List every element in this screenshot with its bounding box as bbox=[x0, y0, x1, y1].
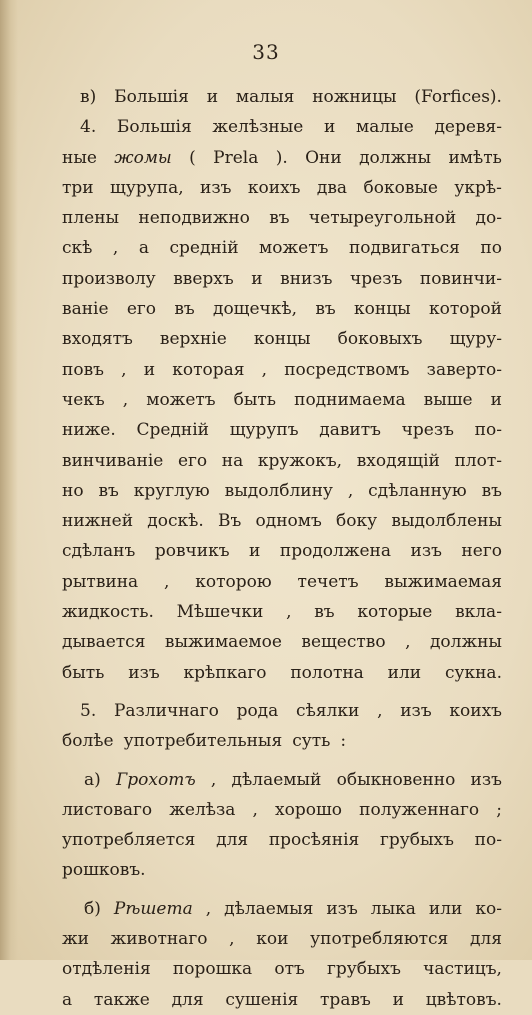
text-word: отъ bbox=[274, 959, 305, 980]
text-line bbox=[62, 385, 502, 415]
text-word: боку bbox=[336, 511, 378, 532]
text-word: лыка bbox=[370, 898, 416, 919]
text-word: повъ bbox=[62, 359, 104, 380]
text-word: и bbox=[206, 87, 219, 107]
text-word: изъ bbox=[200, 177, 232, 198]
text-word: ровчикъ bbox=[154, 541, 230, 562]
text-word: суть bbox=[292, 731, 331, 752]
text-word: Мѣшечки bbox=[176, 602, 264, 623]
text-word: выше bbox=[423, 389, 473, 410]
text-word: а bbox=[62, 989, 73, 1010]
text-word: сушенія bbox=[225, 989, 299, 1010]
text-word: быть bbox=[62, 662, 105, 683]
text-word: отдѣленія bbox=[62, 959, 151, 980]
text-word: порошка bbox=[172, 959, 253, 980]
text-word: животнаго bbox=[110, 929, 208, 950]
text-word: , bbox=[405, 632, 411, 653]
text-word: можетъ bbox=[146, 389, 216, 410]
text-line bbox=[62, 233, 502, 263]
text-line bbox=[62, 985, 502, 1015]
text-word: Большія bbox=[114, 87, 189, 107]
text-word: (Forfices). bbox=[414, 87, 502, 107]
text-line bbox=[62, 355, 502, 385]
text-word: крѣпкаго bbox=[183, 662, 267, 683]
text-word: подвигаться bbox=[348, 238, 460, 259]
text-word: Большія bbox=[116, 117, 192, 138]
text-word: употребляется bbox=[62, 830, 196, 851]
text-word: Въ bbox=[217, 511, 242, 532]
text-word: малыя bbox=[235, 87, 295, 107]
text-word: концы bbox=[354, 299, 411, 320]
text-word: въ bbox=[481, 480, 502, 501]
text-word: неподвижно bbox=[138, 208, 250, 229]
text-word: боковыхъ bbox=[337, 329, 423, 350]
text-word: ножницы bbox=[312, 87, 397, 107]
text-word: и bbox=[392, 989, 404, 1010]
text-word: ( bbox=[189, 147, 196, 168]
text-word: и bbox=[251, 268, 263, 289]
text-word: входятъ bbox=[62, 329, 133, 350]
text-word: изъ bbox=[128, 662, 160, 683]
text-line bbox=[62, 765, 502, 795]
text-word: , bbox=[347, 480, 354, 501]
text-word: въ bbox=[315, 299, 336, 320]
text-word: которою bbox=[195, 571, 272, 592]
text-line bbox=[62, 294, 502, 324]
text-word: которая bbox=[172, 359, 245, 380]
text-word: рода bbox=[236, 700, 279, 721]
text-word: выжимаемая bbox=[384, 571, 502, 592]
text-word: внизъ bbox=[280, 268, 333, 289]
text-word: чрезъ bbox=[350, 268, 403, 289]
text-word: дѣлаемыя bbox=[224, 898, 314, 919]
text-word: , bbox=[377, 700, 383, 721]
text-line bbox=[62, 143, 502, 173]
text-line bbox=[62, 112, 502, 142]
text-word: Они bbox=[305, 147, 342, 168]
text-word: и bbox=[324, 117, 336, 138]
text-word: входящій bbox=[356, 450, 440, 471]
text-word: изъ bbox=[470, 769, 502, 790]
text-line bbox=[62, 82, 502, 112]
text-word: изъ bbox=[326, 898, 358, 919]
text-word: течетъ bbox=[297, 571, 359, 592]
text-word: жомы bbox=[114, 147, 172, 168]
text-word: употребляются bbox=[310, 929, 449, 950]
text-word: винчиваніе bbox=[62, 450, 164, 471]
text-word: плот- bbox=[454, 450, 502, 471]
text-word: сдѣланъ bbox=[62, 541, 136, 562]
text-word: и bbox=[249, 541, 261, 562]
text-word: давитъ bbox=[319, 420, 381, 441]
text-word: которой bbox=[428, 299, 502, 320]
text-word: ниже. bbox=[62, 420, 116, 441]
text-word: изъ bbox=[410, 541, 442, 562]
text-line bbox=[62, 954, 502, 984]
text-word: выдолблину bbox=[224, 480, 333, 501]
text-word: 5. bbox=[80, 700, 97, 721]
text-word: повинчи- bbox=[419, 268, 502, 289]
text-line bbox=[62, 476, 502, 506]
text-word: желѣзные bbox=[212, 117, 304, 138]
text-line bbox=[62, 726, 502, 756]
text-line bbox=[62, 825, 502, 855]
text-word: поднимаема bbox=[294, 389, 406, 410]
text-word: рошковъ. bbox=[62, 860, 146, 881]
page-body-text bbox=[62, 82, 502, 1015]
text-word: или bbox=[387, 662, 422, 683]
text-word: ваніе bbox=[62, 299, 109, 320]
text-word: его bbox=[177, 450, 208, 471]
text-word: болѣе bbox=[62, 731, 114, 752]
text-word: , bbox=[286, 602, 292, 623]
text-word: вещество bbox=[301, 632, 386, 653]
text-word: просѣянія bbox=[268, 830, 360, 851]
text-line bbox=[62, 795, 502, 825]
text-word: малые bbox=[356, 117, 414, 138]
text-word: : bbox=[340, 731, 347, 752]
text-word: но bbox=[62, 480, 84, 501]
text-word: , bbox=[121, 359, 127, 380]
text-line bbox=[62, 173, 502, 203]
text-word: въ bbox=[314, 602, 335, 623]
text-word: грубыхъ bbox=[379, 830, 454, 851]
text-line bbox=[62, 567, 502, 597]
text-line bbox=[62, 894, 502, 924]
text-word: въ bbox=[269, 208, 290, 229]
text-line bbox=[62, 506, 502, 536]
text-word: в) bbox=[80, 87, 97, 107]
text-word: а) bbox=[84, 769, 101, 790]
text-word: Средній bbox=[136, 420, 209, 441]
text-word: дѣлаемый bbox=[231, 769, 322, 790]
paragraph-gap bbox=[62, 688, 502, 696]
text-word: , bbox=[164, 571, 170, 592]
text-word: доскѣ. bbox=[147, 511, 204, 532]
text-word: имѣть bbox=[448, 147, 502, 168]
text-word: полуженнаго bbox=[359, 799, 480, 820]
text-word: Различнаго bbox=[113, 700, 219, 721]
text-word: жидкость. bbox=[62, 602, 154, 623]
text-word: Грохотъ bbox=[116, 769, 196, 790]
text-word: также bbox=[93, 989, 150, 1010]
text-word: по- bbox=[474, 420, 502, 441]
text-word: коихъ bbox=[247, 177, 301, 198]
text-word: верхніе bbox=[159, 329, 227, 350]
text-line bbox=[62, 203, 502, 233]
text-word: вверхъ bbox=[173, 268, 234, 289]
text-word: рытвина bbox=[62, 571, 139, 592]
text-word: или bbox=[428, 898, 463, 919]
text-word: сѣялки bbox=[296, 700, 360, 721]
text-line bbox=[62, 855, 502, 885]
text-word: травъ bbox=[320, 989, 371, 1010]
text-word: выдолблены bbox=[391, 511, 502, 532]
text-word: изъ bbox=[400, 700, 432, 721]
text-word: дывается bbox=[62, 632, 146, 653]
text-word: а bbox=[138, 238, 149, 259]
text-word: средній bbox=[169, 238, 239, 259]
text-line bbox=[62, 415, 502, 445]
page-gutter-shadow bbox=[0, 0, 18, 960]
text-word: его bbox=[126, 299, 157, 320]
text-word: коихъ bbox=[449, 700, 502, 721]
text-word: по- bbox=[474, 830, 502, 851]
text-word: кружокъ, bbox=[257, 450, 343, 471]
text-word: дощечкѣ, bbox=[212, 299, 298, 320]
text-word: завертo- bbox=[426, 359, 502, 380]
text-line bbox=[62, 658, 502, 688]
text-word: ; bbox=[496, 799, 502, 820]
text-word: которые bbox=[357, 602, 433, 623]
text-line bbox=[62, 627, 502, 657]
text-word: желѣза bbox=[169, 799, 236, 820]
text-word: и bbox=[490, 389, 502, 410]
text-line bbox=[62, 696, 502, 726]
text-word: ко- bbox=[475, 898, 502, 919]
text-word: посредствомъ bbox=[284, 359, 410, 380]
text-word: щурупа, bbox=[110, 177, 184, 198]
text-word: , bbox=[261, 359, 268, 380]
text-word: него bbox=[461, 541, 502, 562]
text-line bbox=[62, 924, 502, 954]
text-word: , bbox=[112, 238, 119, 259]
text-word: въ bbox=[98, 480, 119, 501]
text-word: б) bbox=[84, 898, 101, 919]
text-word: продолжена bbox=[279, 541, 391, 562]
text-word: кои bbox=[256, 929, 289, 950]
text-word: для bbox=[216, 830, 249, 851]
page-number: 33 bbox=[252, 40, 280, 64]
text-word: деревя- bbox=[434, 117, 502, 138]
text-word: Рѣшета bbox=[113, 898, 193, 919]
text-word: нижней bbox=[62, 511, 134, 532]
text-word: хорошо bbox=[275, 799, 343, 820]
paragraph-gap bbox=[62, 757, 502, 765]
text-word: для bbox=[171, 989, 204, 1010]
text-word: 4. bbox=[80, 117, 97, 138]
text-word: полотна bbox=[290, 662, 364, 683]
text-word: Prela bbox=[213, 147, 259, 168]
text-word: обыкновенно bbox=[336, 769, 456, 790]
text-word: плены bbox=[62, 208, 120, 229]
text-word: листоваго bbox=[62, 799, 153, 820]
text-word: щурупъ bbox=[229, 420, 299, 441]
paragraph-gap bbox=[62, 886, 502, 894]
text-word: быть bbox=[233, 389, 277, 410]
text-line bbox=[62, 597, 502, 627]
text-line bbox=[62, 536, 502, 566]
text-word: для bbox=[469, 929, 502, 950]
text-word: , bbox=[122, 389, 129, 410]
text-word: , bbox=[210, 769, 217, 790]
text-word: ные bbox=[62, 147, 97, 168]
text-word: сукна. bbox=[444, 662, 502, 683]
text-word: боковые bbox=[363, 177, 438, 198]
text-word: должны bbox=[359, 147, 432, 168]
text-word: три bbox=[62, 177, 94, 198]
text-word: сдѣланную bbox=[368, 480, 467, 501]
text-word: одномъ bbox=[255, 511, 322, 532]
text-word: произволу bbox=[62, 268, 156, 289]
text-word: четыреугольной bbox=[308, 208, 457, 229]
text-word: грубыхъ bbox=[327, 959, 401, 980]
text-word: , bbox=[229, 929, 235, 950]
text-word: ). bbox=[275, 147, 288, 168]
text-word: концы bbox=[253, 329, 311, 350]
text-word: по bbox=[480, 238, 502, 259]
text-word: щуру- bbox=[449, 329, 502, 350]
text-word: укрѣ- bbox=[454, 177, 502, 198]
text-word: , bbox=[252, 799, 258, 820]
text-line bbox=[62, 446, 502, 476]
text-word: употребительныя bbox=[123, 731, 283, 752]
text-word: на bbox=[221, 450, 244, 471]
text-word: выжимаемое bbox=[164, 632, 282, 653]
text-word: чрезъ bbox=[401, 420, 454, 441]
text-word: частицъ, bbox=[423, 959, 502, 980]
text-word: можетъ bbox=[259, 238, 329, 259]
text-word: цвѣтовъ. bbox=[425, 989, 502, 1010]
text-word: жи bbox=[62, 929, 89, 950]
text-word: круглую bbox=[133, 480, 210, 501]
text-word: вкла- bbox=[455, 602, 502, 623]
text-word: и bbox=[143, 359, 156, 380]
text-line bbox=[62, 324, 502, 354]
text-word: въ bbox=[174, 299, 195, 320]
text-word: чекъ bbox=[62, 389, 105, 410]
text-word: , bbox=[205, 898, 212, 919]
text-word: два bbox=[316, 177, 348, 198]
text-word: скѣ bbox=[62, 238, 93, 259]
text-line bbox=[62, 264, 502, 294]
text-word: должны bbox=[429, 632, 502, 653]
text-word: до- bbox=[475, 208, 502, 229]
